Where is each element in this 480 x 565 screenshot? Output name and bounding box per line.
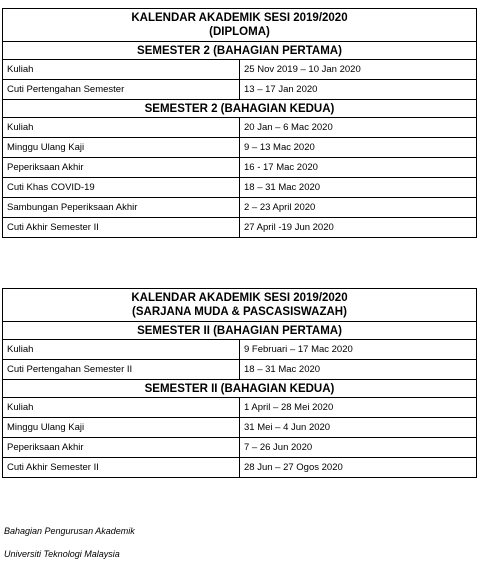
table-row xyxy=(3,138,477,158)
date-cell: 2 – 23 April 2020 xyxy=(240,198,477,218)
title-line-2: (DIPLOMA) xyxy=(209,26,270,38)
table-row xyxy=(3,418,477,438)
table-row xyxy=(3,198,477,218)
activity-cell: Minggu Ulang Kaji xyxy=(3,418,240,438)
activity-cell: Peperiksaan Akhir xyxy=(3,438,240,458)
activity-cell: Peperiksaan Akhir xyxy=(3,158,240,178)
activity-cell: Cuti Akhir Semester II xyxy=(3,218,240,238)
activity-cell: Kuliah xyxy=(3,340,240,360)
section-heading-row xyxy=(3,322,477,340)
table-row xyxy=(3,458,477,478)
activity-cell: Kuliah xyxy=(3,118,240,138)
date-cell: 27 April -19 Jun 2020 xyxy=(240,218,477,238)
table-row xyxy=(3,360,477,380)
date-cell: 31 Mei – 4 Jun 2020 xyxy=(240,418,477,438)
table-row xyxy=(3,398,477,418)
footer-department: Bahagian Pengurusan Akademik xyxy=(4,526,135,536)
section-heading: SEMESTER 2 (BAHAGIAN PERTAMA) xyxy=(3,42,477,60)
date-cell: 16 - 17 Mac 2020 xyxy=(240,158,477,178)
section-heading-row xyxy=(3,380,477,398)
date-cell: 20 Jan – 6 Mac 2020 xyxy=(240,118,477,138)
activity-cell: Cuti Pertengahan Semester II xyxy=(3,360,240,380)
activity-cell: Kuliah xyxy=(3,398,240,418)
date-cell: 7 – 26 Jun 2020 xyxy=(240,438,477,458)
date-cell: 9 – 13 Mac 2020 xyxy=(240,138,477,158)
section-heading: SEMESTER II (BAHAGIAN KEDUA) xyxy=(3,380,477,398)
table-row xyxy=(3,340,477,360)
table-title-row xyxy=(3,9,477,42)
title-line-2: (SARJANA MUDA & PASCASISWAZAH) xyxy=(132,306,347,318)
date-cell: 18 – 31 Mac 2020 xyxy=(240,178,477,198)
table-row xyxy=(3,60,477,80)
date-cell: 9 Februari – 17 Mac 2020 xyxy=(240,340,477,360)
activity-cell: Sambungan Peperiksaan Akhir xyxy=(3,198,240,218)
table-row xyxy=(3,438,477,458)
diploma-calendar-table xyxy=(2,8,477,238)
date-cell: 1 April – 28 Mei 2020 xyxy=(240,398,477,418)
table-title xyxy=(3,9,477,42)
table-row xyxy=(3,158,477,178)
activity-cell: Cuti Pertengahan Semester xyxy=(3,80,240,100)
table-row xyxy=(3,80,477,100)
section-heading-row xyxy=(3,42,477,60)
date-cell: 18 – 31 Mac 2020 xyxy=(240,360,477,380)
title-line-1: KALENDAR AKADEMIK SESI 2019/2020 xyxy=(131,292,348,304)
table-row xyxy=(3,178,477,198)
section-heading: SEMESTER II (BAHAGIAN PERTAMA) xyxy=(3,322,477,340)
table-row xyxy=(3,118,477,138)
date-cell: 28 Jun – 27 Ogos 2020 xyxy=(240,458,477,478)
table-row xyxy=(3,218,477,238)
activity-cell: Kuliah xyxy=(3,60,240,80)
activity-cell: Minggu Ulang Kaji xyxy=(3,138,240,158)
title-line-1: KALENDAR AKADEMIK SESI 2019/2020 xyxy=(131,12,348,24)
date-cell: 13 – 17 Jan 2020 xyxy=(240,80,477,100)
activity-cell: Cuti Khas COVID-19 xyxy=(3,178,240,198)
section-heading-row xyxy=(3,100,477,118)
degree-calendar-table xyxy=(2,288,477,478)
section-heading: SEMESTER 2 (BAHAGIAN KEDUA) xyxy=(3,100,477,118)
activity-cell: Cuti Akhir Semester II xyxy=(3,458,240,478)
table-title xyxy=(3,289,477,322)
date-cell: 25 Nov 2019 – 10 Jan 2020 xyxy=(240,60,477,80)
footer-university: Universiti Teknologi Malaysia xyxy=(4,549,120,559)
table-title-row xyxy=(3,289,477,322)
